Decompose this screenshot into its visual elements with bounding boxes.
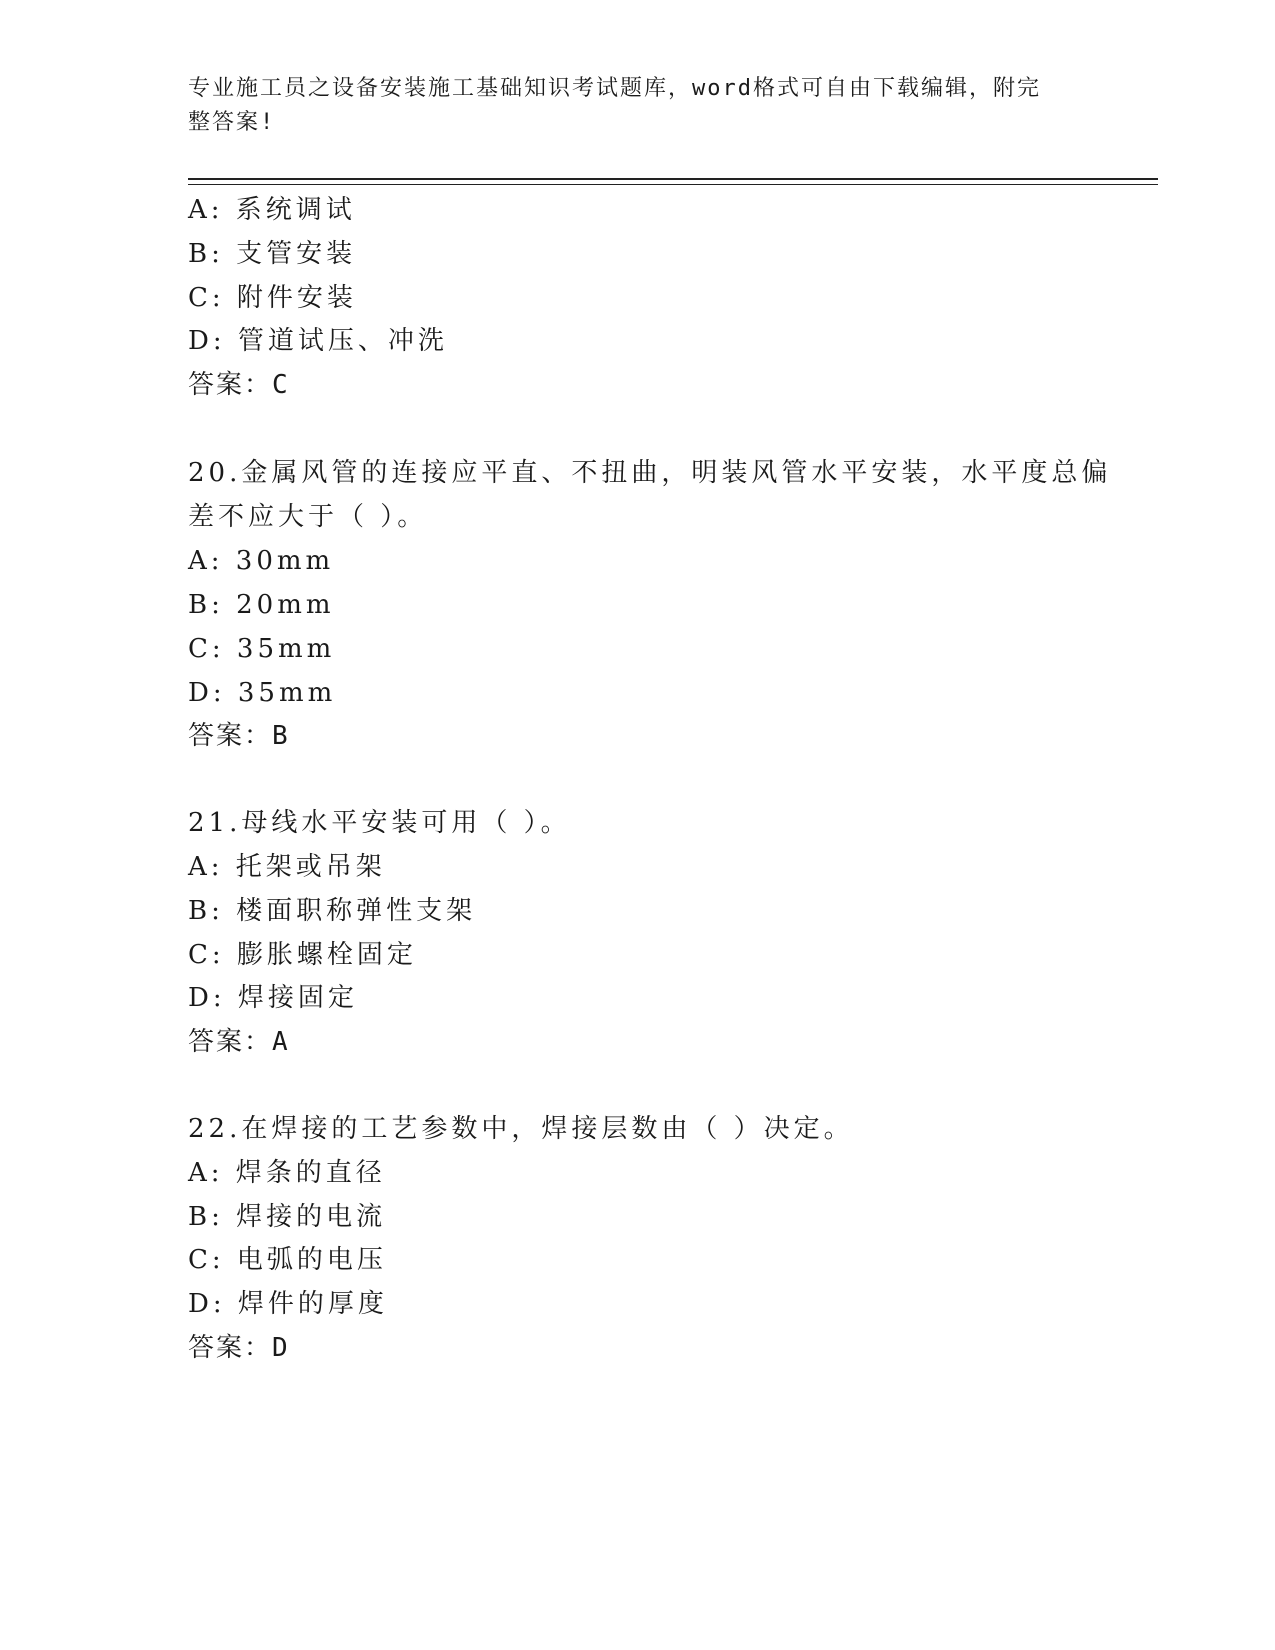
q21-answer: 答案：A (188, 1027, 290, 1057)
q22-option-b: B: 焊接的电流 (188, 1202, 387, 1232)
q19-answer: 答案：C (188, 370, 290, 400)
header-line-2: 整答案! (188, 110, 276, 135)
q20-option-b: B: 20mm (188, 590, 335, 620)
q19-option-b: B: 支管安装 (188, 239, 357, 269)
q20-stem-line-2: 差不应大于（ ）。 (188, 502, 428, 532)
header-divider-thick (188, 178, 1158, 180)
q21-option-d: D: 焊接固定 (188, 983, 358, 1013)
q21-option-c: C: 膨胀螺栓固定 (188, 940, 417, 970)
q22-option-c: C: 电弧的电压 (188, 1245, 387, 1275)
q20-stem-line-1: 20.金属风管的连接应平直、不扭曲，明装风管水平安装，水平度总偏 (188, 458, 1112, 488)
header-divider-thin (188, 184, 1158, 185)
q19-option-d: D: 管道试压、冲洗 (188, 326, 448, 356)
document-header (188, 72, 1068, 140)
q21-stem: 21.母线水平安装可用（ ）。 (188, 808, 571, 838)
q22-option-a: A: 焊条的直径 (188, 1158, 386, 1188)
q20-option-c: C: 35mm (188, 634, 336, 664)
q21-option-b: B: 楼面职称弹性支架 (188, 896, 477, 926)
q21-option-a: A: 托架或吊架 (188, 852, 386, 882)
q22-answer: 答案：D (188, 1333, 290, 1363)
q20-option-d: D: 35mm (188, 678, 337, 708)
q22-stem: 22.在焊接的工艺参数中，焊接层数由（ ）决定。 (188, 1114, 854, 1144)
q22-option-d: D: 焊件的厚度 (188, 1289, 388, 1319)
q20-option-a: A: 30mm (188, 546, 335, 576)
q20-answer: 答案：B (188, 721, 290, 751)
q19-option-a: A: 系统调试 (188, 195, 356, 225)
header-line-1: 专业施工员之设备安装施工基础知识考试题库，word格式可自由下载编辑，附完 (188, 76, 1041, 101)
q19-option-c: C: 附件安装 (188, 283, 357, 313)
